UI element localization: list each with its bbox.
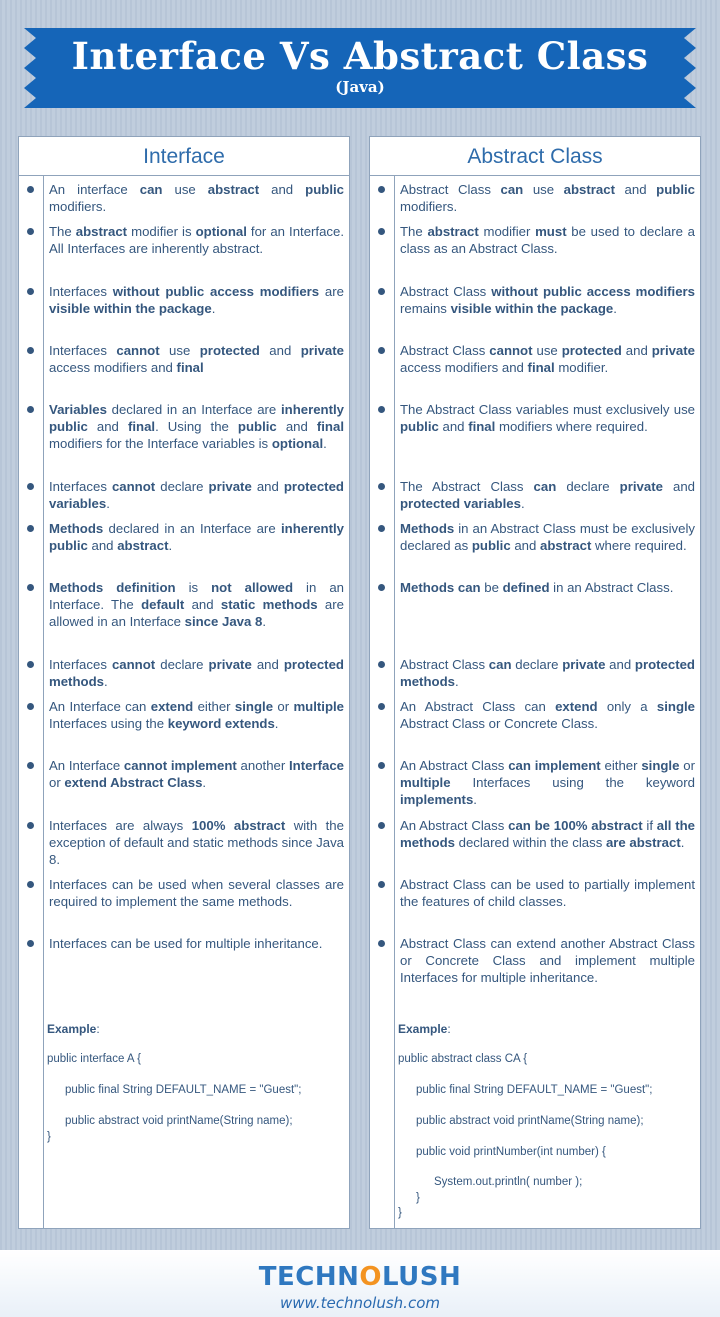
bullet-icon — [378, 186, 385, 193]
bullet-icon — [27, 483, 34, 490]
comparison-item-text: An Interface can extend either single or multiple Interfaces using the keyword extends. — [49, 699, 344, 732]
comparison-item-text: Methods declared in an Interface are inherently public and abstract. — [49, 521, 344, 554]
code-line: } — [416, 1192, 420, 1204]
interface-column — [18, 136, 350, 1229]
code-line: public void printNumber(int number) { — [416, 1146, 606, 1158]
bullet-icon — [27, 347, 34, 354]
comparison-item-text: The abstract modifier must be used to declare a class as an Abstract Class. — [400, 224, 695, 257]
bullet-icon — [378, 703, 385, 710]
comparison-item-text: An Abstract Class can implement either single or multiple Interfaces using the keyword implements. — [400, 758, 695, 808]
website-link[interactable]: www.technolush.com — [280, 1294, 440, 1312]
bullet-icon — [27, 186, 34, 193]
comparison-item-text: Interfaces can be used for multiple inheritance. — [49, 936, 323, 951]
bullet-icon — [27, 940, 34, 947]
comparison-item-text: Abstract Class can use abstract and public modifiers. — [400, 182, 695, 215]
column-header-interface — [19, 137, 349, 176]
bullet-icon — [27, 525, 34, 532]
comparison-item-text: Abstract Class without public access modifiers remains visible within the package. — [400, 284, 695, 317]
comparison-item-text: Interfaces are always 100% abstract with the exception of default and static methods since Java 8. — [49, 818, 344, 868]
title-banner — [24, 28, 696, 108]
code-line: public abstract class CA { — [398, 1053, 528, 1065]
abstract-class-column — [369, 136, 701, 1229]
bullet-icon — [378, 228, 385, 235]
bullet-icon — [378, 762, 385, 769]
bullet-icon — [27, 661, 34, 668]
code-line: public abstract void printName(String name); — [416, 1115, 644, 1127]
bullet-icon — [27, 406, 34, 413]
example-label: Example: — [398, 1022, 451, 1036]
comparison-item-text: An Abstract Class can extend only a single Abstract Class or Concrete Class. — [400, 699, 695, 732]
comparison-item-text: Methods definition is not allowed in an Interface. The default and static methods are allowed in an Interface since Java 8. — [49, 580, 344, 630]
page-title: Interface Vs Abstract Class — [71, 34, 649, 78]
bullet-icon — [378, 288, 385, 295]
bullet-icon — [27, 584, 34, 591]
bullet-icon — [27, 228, 34, 235]
column-divider — [394, 175, 395, 1228]
bullet-icon — [378, 881, 385, 888]
bullet-icon — [27, 703, 34, 710]
comparison-item-text: Abstract Class cannot use protected and private access modifiers and final modifier. — [400, 343, 695, 376]
bullet-icon — [378, 406, 385, 413]
comparison-item-text: An Abstract Class can be 100% abstract if all the methods declared within the class are abstract. — [400, 818, 696, 851]
example-label: Example: — [47, 1022, 100, 1036]
logo-text-part1: TECHN — [258, 1262, 360, 1292]
column-header-abstract-class — [370, 137, 700, 176]
bullet-icon — [378, 822, 385, 829]
comparison-item-text: Abstract Class can declare private and protected methods. — [400, 657, 695, 690]
bullet-icon — [27, 288, 34, 295]
comparison-item-text: The Abstract Class variables must exclusively use public and final modifiers where required. — [400, 402, 695, 435]
code-line: public interface A { — [47, 1053, 141, 1065]
bullet-icon — [378, 584, 385, 591]
bullet-icon — [27, 762, 34, 769]
column-divider — [43, 175, 44, 1228]
comparison-item-text: An Interface cannot implement another Interface or extend Abstract Class. — [49, 758, 344, 791]
comparison-item-text: Methods in an Abstract Class must be exclusively declared as public and abstract where required. — [400, 521, 695, 554]
comparison-item-text: The Abstract Class can declare private and protected variables. — [400, 479, 695, 512]
page-subtitle: (Java) — [335, 78, 385, 96]
code-line: public final String DEFAULT_NAME = "Guest"; — [416, 1084, 653, 1096]
technolush-logo — [0, 1262, 720, 1292]
logo-text-part2: O — [359, 1262, 382, 1292]
comparison-item-text: Variables declared in an Interface are inherently public and final. Using the public and final modifiers for the Interface variables is optional. — [49, 402, 344, 452]
code-line: } — [398, 1207, 402, 1219]
code-line: System.out.println( number ); — [434, 1176, 583, 1188]
comparison-item-text: Methods can be defined in an Abstract Class. — [400, 580, 674, 595]
column-heading: Interface — [143, 145, 225, 168]
bullet-icon — [27, 881, 34, 888]
logo-text-part3: LUSH — [381, 1262, 462, 1292]
comparison-item-text: Interfaces cannot use protected and private access modifiers and final — [49, 343, 344, 376]
comparison-item-text: Interfaces without public access modifiers are visible within the package. — [49, 284, 344, 317]
column-heading: Abstract Class — [467, 145, 603, 168]
comparison-item-text: The abstract modifier is optional for an Interface. All Interfaces are inherently abstract. — [49, 224, 345, 257]
comparison-item-text: Interfaces can be used when several classes are required to implement the same methods. — [49, 877, 344, 910]
comparison-item-text: An interface can use abstract and public modifiers. — [49, 182, 344, 215]
comparison-item-text: Abstract Class can be used to partially implement the features of child classes. — [400, 877, 695, 910]
footer — [0, 1250, 720, 1317]
bullet-icon — [378, 940, 385, 947]
code-line: } — [47, 1131, 51, 1143]
code-line: public abstract void printName(String name); — [65, 1115, 293, 1127]
bullet-icon — [378, 525, 385, 532]
comparison-item-text: Interfaces cannot declare private and protected methods. — [49, 657, 344, 690]
bullet-icon — [378, 483, 385, 490]
code-line: public final String DEFAULT_NAME = "Guest"; — [65, 1084, 302, 1096]
bullet-icon — [378, 661, 385, 668]
bullet-icon — [378, 347, 385, 354]
bullet-icon — [27, 822, 34, 829]
comparison-item-text: Interfaces cannot declare private and protected variables. — [49, 479, 344, 512]
comparison-item-text: Abstract Class can extend another Abstract Class or Concrete Class and implement multiple Interfaces for multiple inheritance. — [400, 936, 695, 986]
